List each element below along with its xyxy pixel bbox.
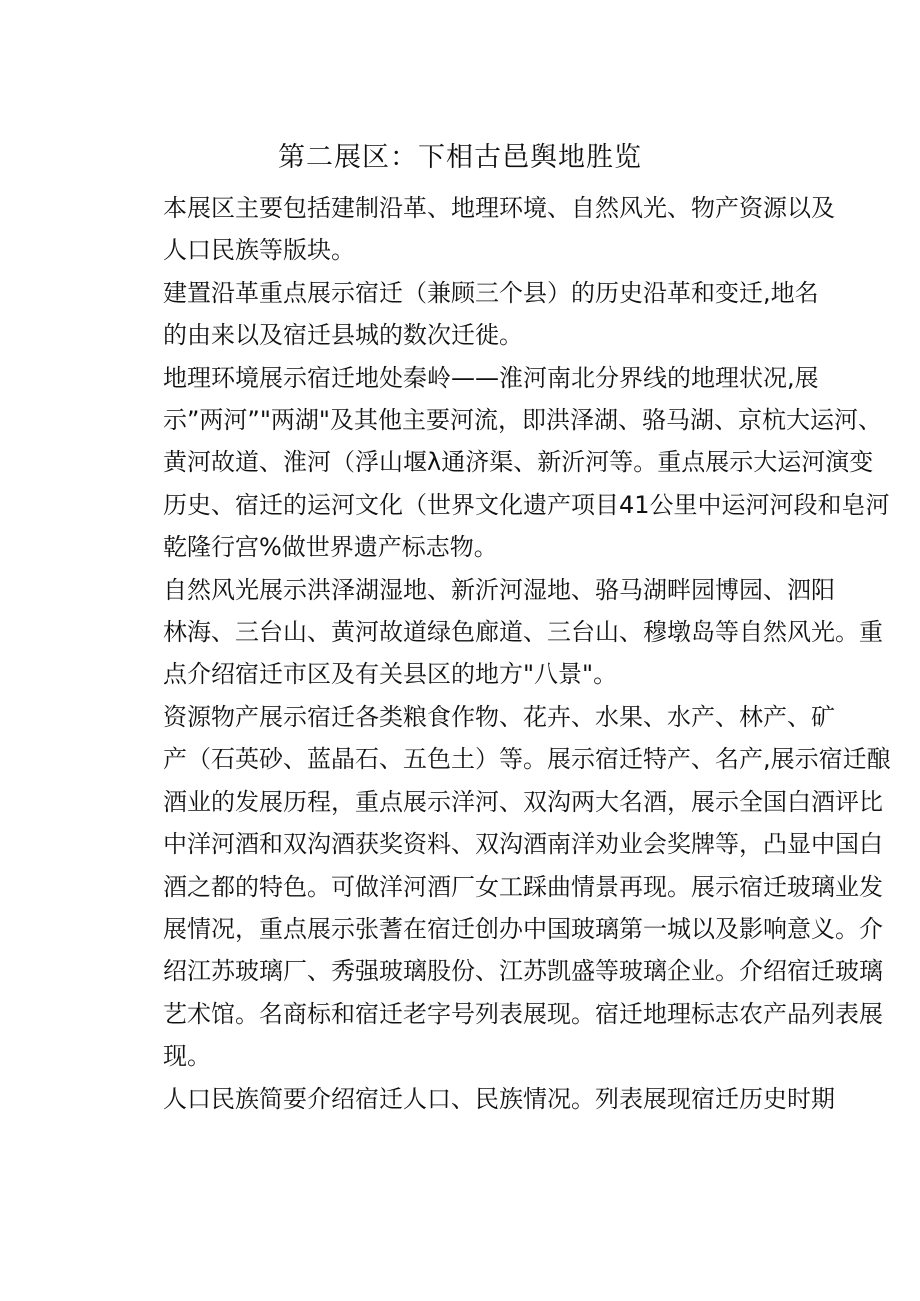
text-line: 乾隆行宫%做世界遗产标志物。	[163, 533, 498, 562]
paragraph-resources	[115, 696, 891, 1078]
text-line: 的由来以及宿迁县城的数次迁徙。	[163, 321, 523, 350]
text-line: 酒业的发展历程，重点展示洋河、双沟两大名酒，展示全国白酒评比	[163, 787, 883, 816]
text-line: 人口民族简要介绍宿迁人口、民族情况。列表展现宿迁历史时期	[163, 1084, 835, 1113]
text-line: 现。	[163, 1042, 211, 1071]
text-line: 展情况，重点展示张蓍在宿迁创办中国玻璃第一城以及影响意义。介	[163, 914, 883, 943]
text-line: 人口民族等版块。	[163, 236, 355, 265]
text-line: 历史、宿迁的运河文化（世界文化遗产项目41公里中运河河段和皂河	[163, 490, 890, 519]
paragraph-geography	[115, 357, 890, 569]
text-line: 示”两河”"两湖"及其他主要河流，即洪泽湖、骆马湖、京杭大运河、	[163, 406, 882, 435]
paragraph-scenery	[115, 569, 883, 696]
section-title: 第二展区：下相古邑舆地胜览	[278, 142, 642, 173]
text-line: 绍江苏玻璃厂、秀强玻璃股份、江苏凯盛等玻璃企业。介绍宿迁玻璃	[163, 957, 883, 986]
text-line: 建置沿革重点展示宿迁（兼顾三个县）的历史沿革和变迁,地名	[163, 278, 819, 307]
text-line: 资源物产展示宿迁各类粮食作物、花卉、水果、水产、林产、矿	[163, 702, 835, 731]
text-line: 中洋河酒和双沟酒获奖资料、双沟酒南洋劝业会奖牌等，凸显中国白	[163, 830, 883, 859]
paragraph-overview	[115, 187, 835, 272]
text-line: 黄河故道、淮河（浮山堰λ通济渠、新沂河等。重点展示大运河演变	[163, 448, 874, 477]
paragraph-population	[115, 1078, 835, 1120]
text-line: 本展区主要包括建制沿革、地理环境、自然风光、物产资源以及	[163, 194, 835, 222]
text-line: 艺术馆。名商标和宿迁老字号列表展现。宿迁地理标志农产品列表展	[163, 999, 883, 1028]
text-line: 地理环境展示宿迁地处秦岭——淮河南北分界线的地理状况,展	[163, 363, 819, 392]
text-line: 产（石英砂、蓝晶石、五色土）等。展示宿迁特产、名产,展示宿迁酿	[163, 745, 891, 774]
paragraph-history	[115, 272, 819, 357]
text-line: 点介绍宿迁市区及有关县区的地方"八景"。	[163, 660, 618, 689]
text-line: 林海、三台山、黄河故道绿色廊道、三台山、穆墩岛等自然风光。重	[163, 618, 883, 647]
text-line: 自然风光展示洪泽湖湿地、新沂河湿地、骆马湖畔园博园、泗阳	[163, 575, 835, 604]
document-body	[115, 187, 891, 1120]
text-line: 酒之都的特色。可做洋河酒厂女工踩曲情景再现。展示宿迁玻璃业发	[163, 872, 883, 901]
